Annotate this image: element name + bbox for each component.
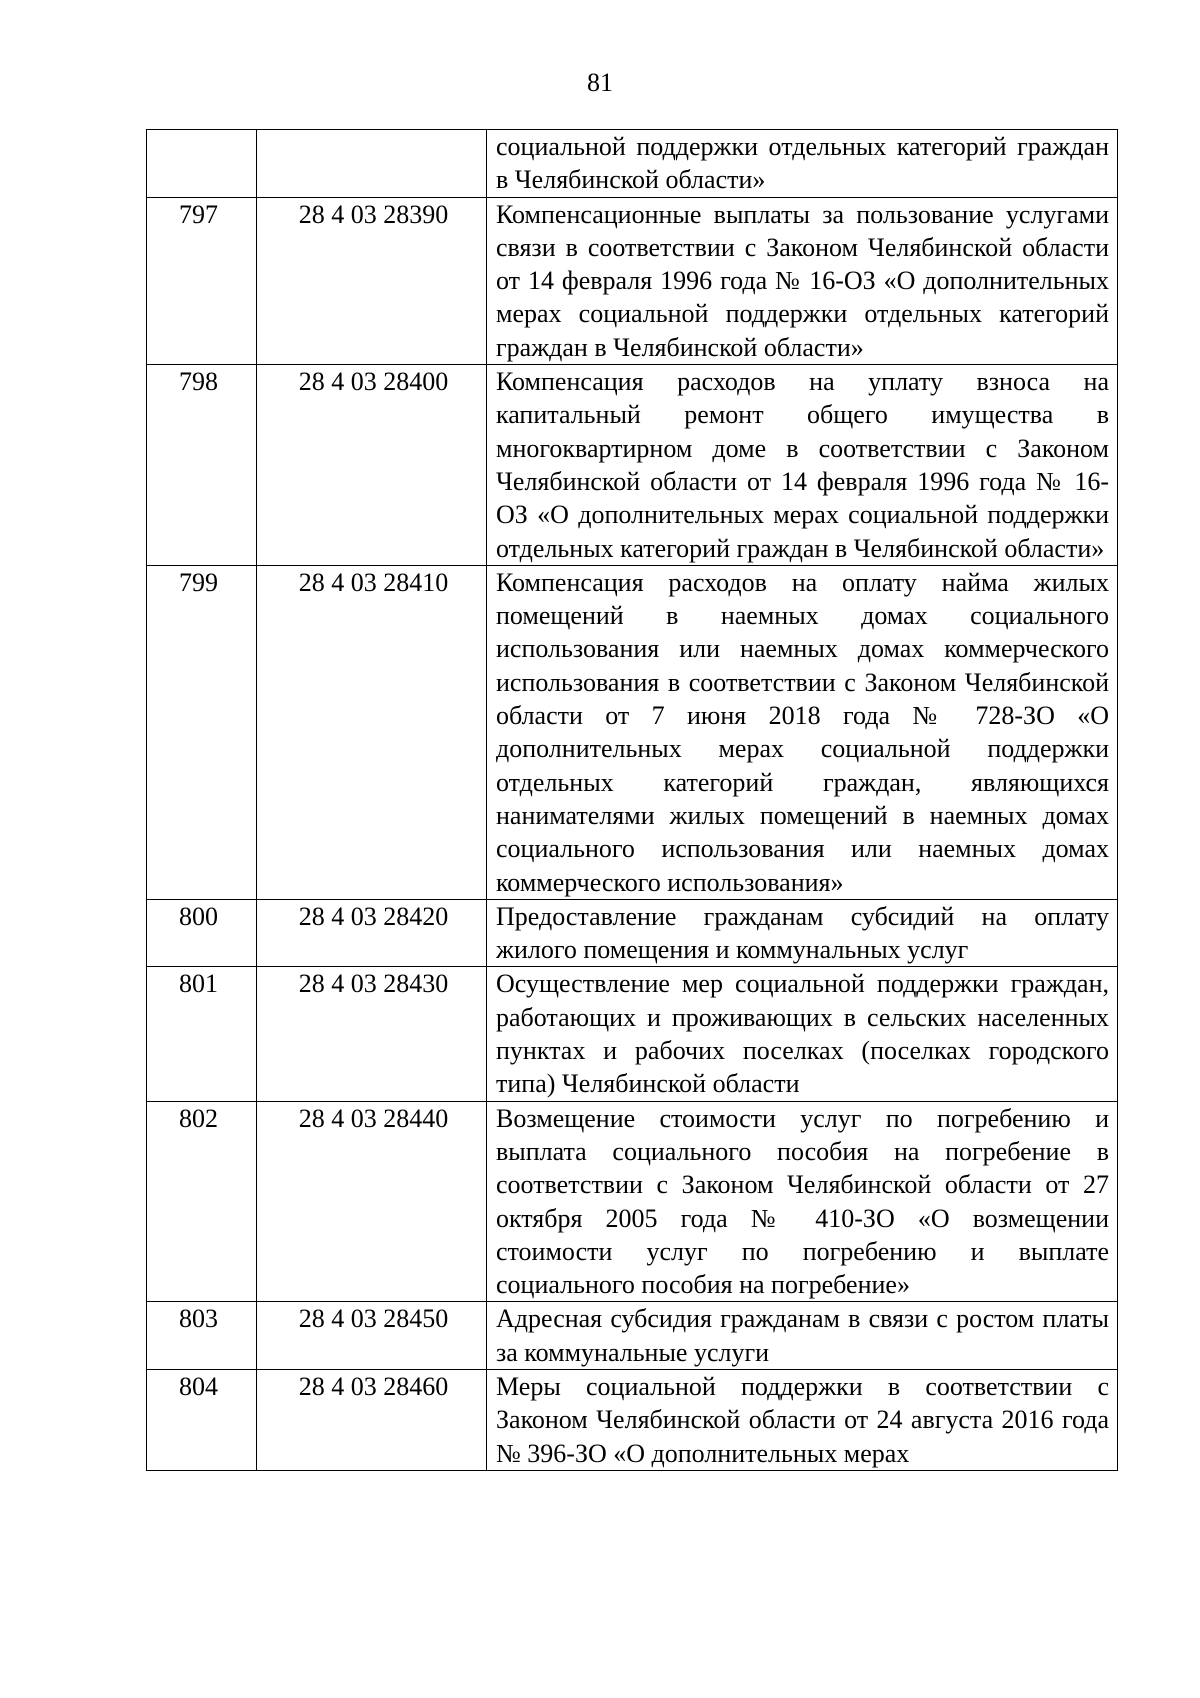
description-cell: Компенсация расходов на оплату найма жилых помещений в наемных домах социального использования или наемных домах коммерческого использования в соответствии с Законом Челябинской области от 7 июня 2018 года № 728-ЗО «О дополнительных мерах социальной поддержки отдельных категорий граждан, являющихся нанимателями жилых помещений в наемных домах социального использования или наемных домах коммерческого использования» xyxy=(487,565,1118,899)
classification-code-cell: 28 4 03 28390 xyxy=(257,197,487,364)
table-row xyxy=(147,1369,1118,1470)
table-row xyxy=(147,365,1118,566)
description-cell: Предоставление гражданам субсидий на оплату жилого помещения и коммунальных услуг xyxy=(487,899,1118,967)
row-number-cell xyxy=(147,130,257,198)
row-number-cell: 799 xyxy=(147,565,257,899)
description-cell: Возмещение стоимости услуг по погребению и выплата социального пособия на погребение в соответствии с Законом Челябинской области от 27 октября 2005 года № 410-ЗО «О возмещении стоимости услуг по погребению и выплате социального пособия на погребение» xyxy=(487,1101,1118,1302)
description-cell: Компенсация расходов на уплату взноса на капитальный ремонт общего имущества в многоквартирном доме в соответствии с Законом Челябинской области от 14 февраля 1996 года № 16-ОЗ «О дополнительных мерах социальной поддержки отдельных категорий граждан в Челябинской области» xyxy=(487,365,1118,566)
row-number-cell: 803 xyxy=(147,1302,257,1370)
table-row xyxy=(147,967,1118,1101)
table-row xyxy=(147,899,1118,967)
row-number-cell: 797 xyxy=(147,197,257,364)
table-row xyxy=(147,1302,1118,1370)
classification-code-cell: 28 4 03 28430 xyxy=(257,967,487,1101)
page-number: 81 xyxy=(587,68,613,97)
table-row xyxy=(147,130,1118,198)
row-number-cell: 798 xyxy=(147,365,257,566)
table-row xyxy=(147,565,1118,899)
classification-code-cell: 28 4 03 28420 xyxy=(257,899,487,967)
description-cell: социальной поддержки отдельных категорий граждан в Челябинской области» xyxy=(487,130,1118,198)
description-cell: Адресная субсидия гражданам в связи с ростом платы за коммунальные услуги xyxy=(487,1302,1118,1370)
row-number-cell: 804 xyxy=(147,1369,257,1470)
table-row xyxy=(147,1101,1118,1302)
classification-code-cell: 28 4 03 28440 xyxy=(257,1101,487,1302)
classification-code-cell: 28 4 03 28400 xyxy=(257,365,487,566)
classification-code-cell: 28 4 03 28410 xyxy=(257,565,487,899)
classification-code-cell: 28 4 03 28460 xyxy=(257,1369,487,1470)
row-number-cell: 802 xyxy=(147,1101,257,1302)
row-number-cell: 800 xyxy=(147,899,257,967)
table-row xyxy=(147,197,1118,364)
description-cell: Компенсационные выплаты за пользование услугами связи в соответствии с Законом Челябинской области от 14 февраля 1996 года № 16-ОЗ «О дополнительных мерах социальной поддержки отдельных категорий граждан в Челябинской области» xyxy=(487,197,1118,364)
description-cell: Осуществление мер социальной поддержки граждан, работающих и проживающих в сельских населенных пунктах и рабочих поселках (поселках городского типа) Челябинской области xyxy=(487,967,1118,1101)
classification-code-cell: 28 4 03 28450 xyxy=(257,1302,487,1370)
row-number-cell: 801 xyxy=(147,967,257,1101)
budget-classification-table xyxy=(146,129,1118,1471)
classification-code-cell xyxy=(257,130,487,198)
description-cell: Меры социальной поддержки в соответствии с Законом Челябинской области от 24 августа 2016 года № 396-ЗО «О дополнительных мерах xyxy=(487,1369,1118,1470)
